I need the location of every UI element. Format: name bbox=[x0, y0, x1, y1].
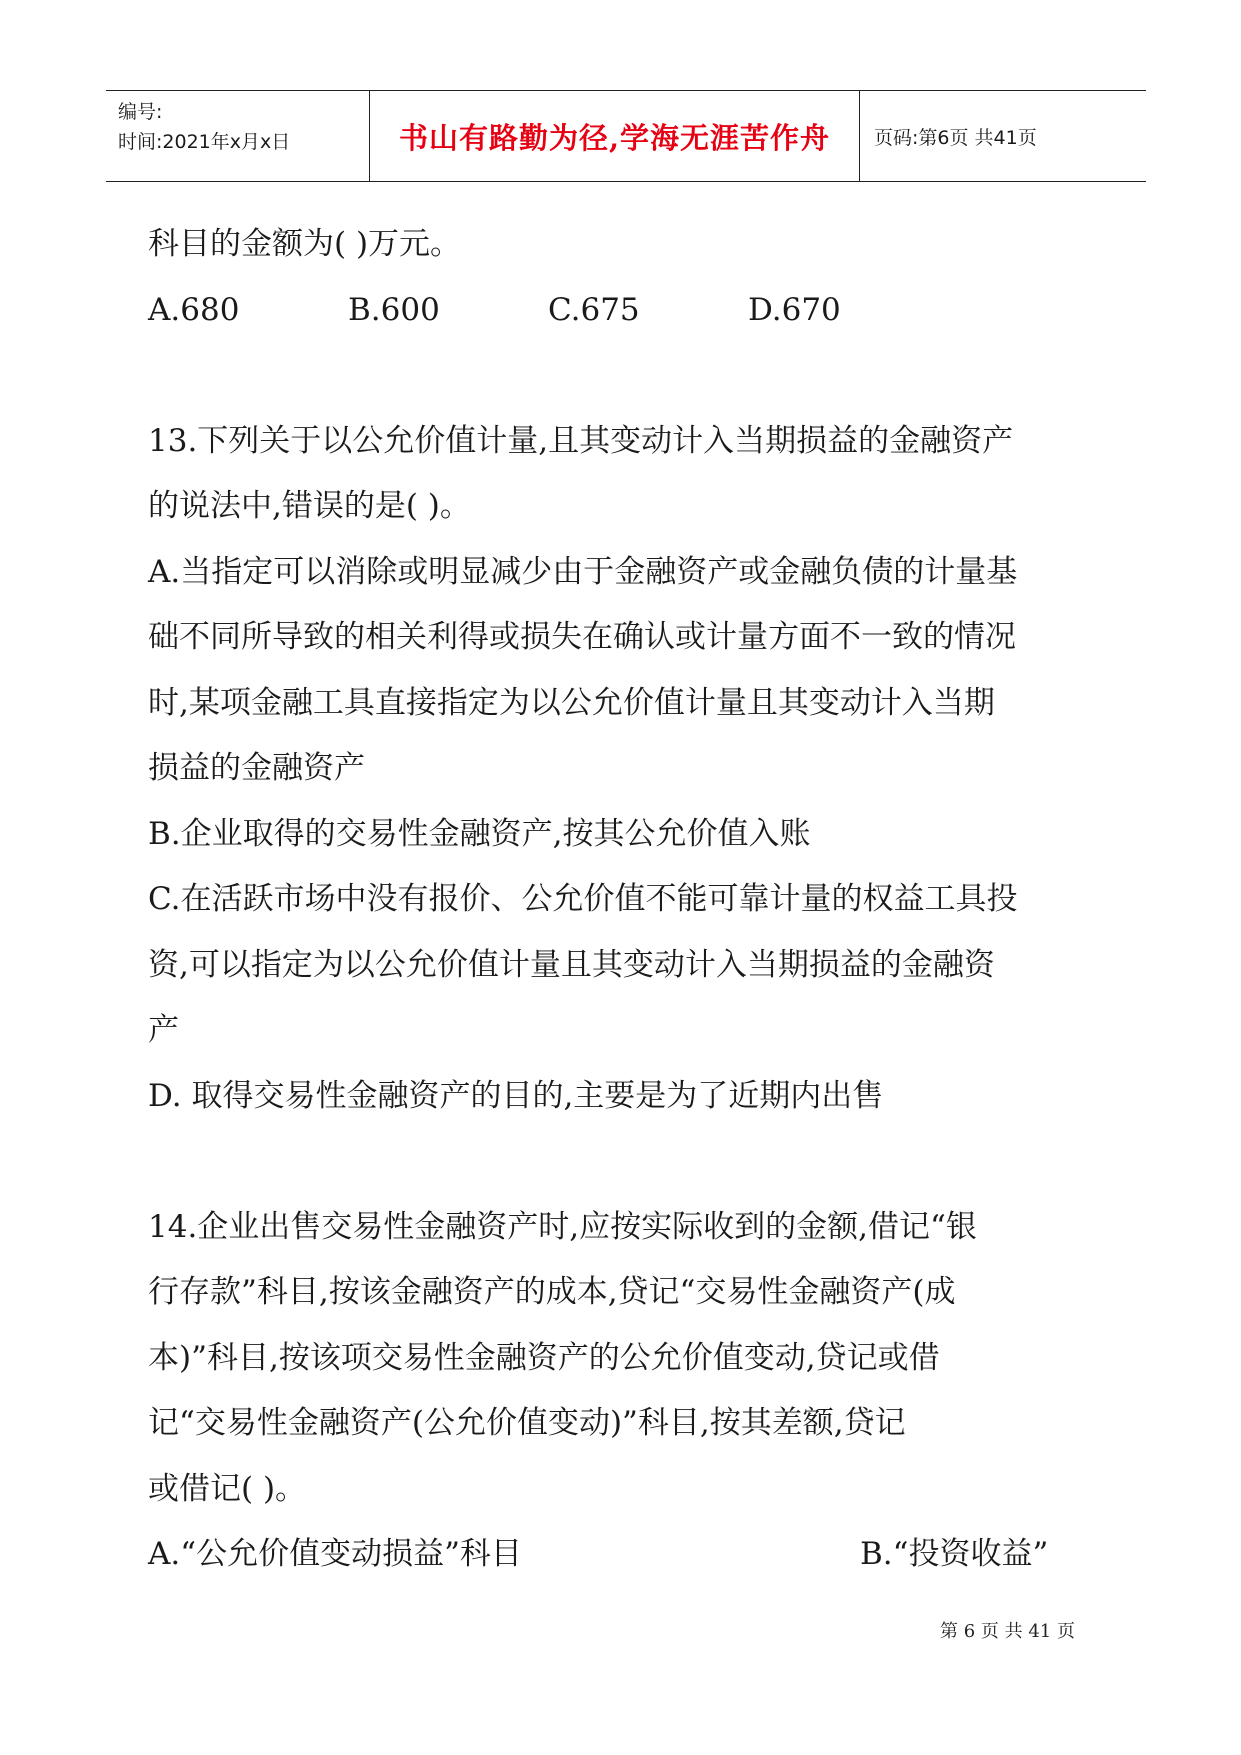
q14-options bbox=[148, 1522, 1108, 1588]
q13-option-b: B.企业取得的交易性金融资产,按其公允价值入账 bbox=[148, 815, 811, 852]
q14-stem-line: 或借记( )。 bbox=[148, 1470, 307, 1507]
q13-option-a-line: 损益的金融资产 bbox=[148, 750, 365, 786]
q12-option-d: D.670 bbox=[748, 291, 841, 328]
q14-stem-line: 行存款”科目,按该金融资产的成本,贷记“交易性金融资产(成 bbox=[148, 1274, 956, 1310]
page-header bbox=[106, 90, 1146, 182]
time-label: 时间:2021年x月x日 bbox=[118, 131, 291, 153]
q13-option-c-line: 产 bbox=[148, 1012, 179, 1048]
q12-options bbox=[148, 278, 1108, 344]
q14-stem-line: 14.企业出售交易性金融资产时,应按实际收到的金额,借记“银 bbox=[148, 1208, 977, 1245]
q13-option-c-line: C.在活跃市场中没有报价、公允价值不能可靠计量的权益工具投 bbox=[148, 881, 1018, 917]
number-label: 编号: bbox=[118, 101, 163, 123]
q14-stem-line: 本)”科目,按该项交易性金融资产的公允价值变动,贷记或借 bbox=[148, 1339, 940, 1376]
q13-option-c-line: 资,可以指定为以公允价值计量且其变动计入当期损益的金融资 bbox=[148, 946, 995, 983]
page-footer: 第 6 页 共 41 页 bbox=[940, 1621, 1075, 1642]
q14-stem-line: 记“交易性金融资产(公允价值变动)”科目,按其差额,贷记 bbox=[148, 1405, 906, 1441]
q13-stem-line: 13.下列关于以公允价值计量,且其变动计入当期损益的金融资产 bbox=[148, 422, 1014, 459]
q13-option-a-line: 础不同所导致的相关利得或损失在确认或计量方面不一致的情况 bbox=[148, 619, 1016, 655]
q14-option-a: A.“公允价值变动损益”科目 bbox=[148, 1536, 522, 1572]
motto: 书山有路勤为径,学海无涯苦作舟 bbox=[370, 91, 860, 181]
header-meta bbox=[106, 91, 370, 181]
document-body bbox=[148, 212, 1108, 1588]
page-info: 页码:第6页 共41页 bbox=[874, 126, 1037, 149]
q13-stem-line: 的说法中,错误的是( )。 bbox=[148, 488, 471, 524]
q12-option-b: B.600 bbox=[348, 291, 440, 328]
q13-option-a-line: 时,某项金融工具直接指定为以公允价值计量且其变动计入当期 bbox=[148, 684, 995, 721]
q12-option-a: A.680 bbox=[148, 291, 240, 328]
q14-option-b: B.“投资收益” bbox=[860, 1536, 1049, 1572]
q12-option-c: C.675 bbox=[548, 291, 640, 328]
q13-option-a-line: A.当指定可以消除或明显减少由于金融资产或金融负债的计量基 bbox=[148, 553, 1018, 590]
q13-option-d: D. 取得交易性金融资产的目的,主要是为了近期内出售 bbox=[148, 1077, 884, 1114]
q12-tail: 科目的金额为( )万元。 bbox=[148, 226, 462, 262]
